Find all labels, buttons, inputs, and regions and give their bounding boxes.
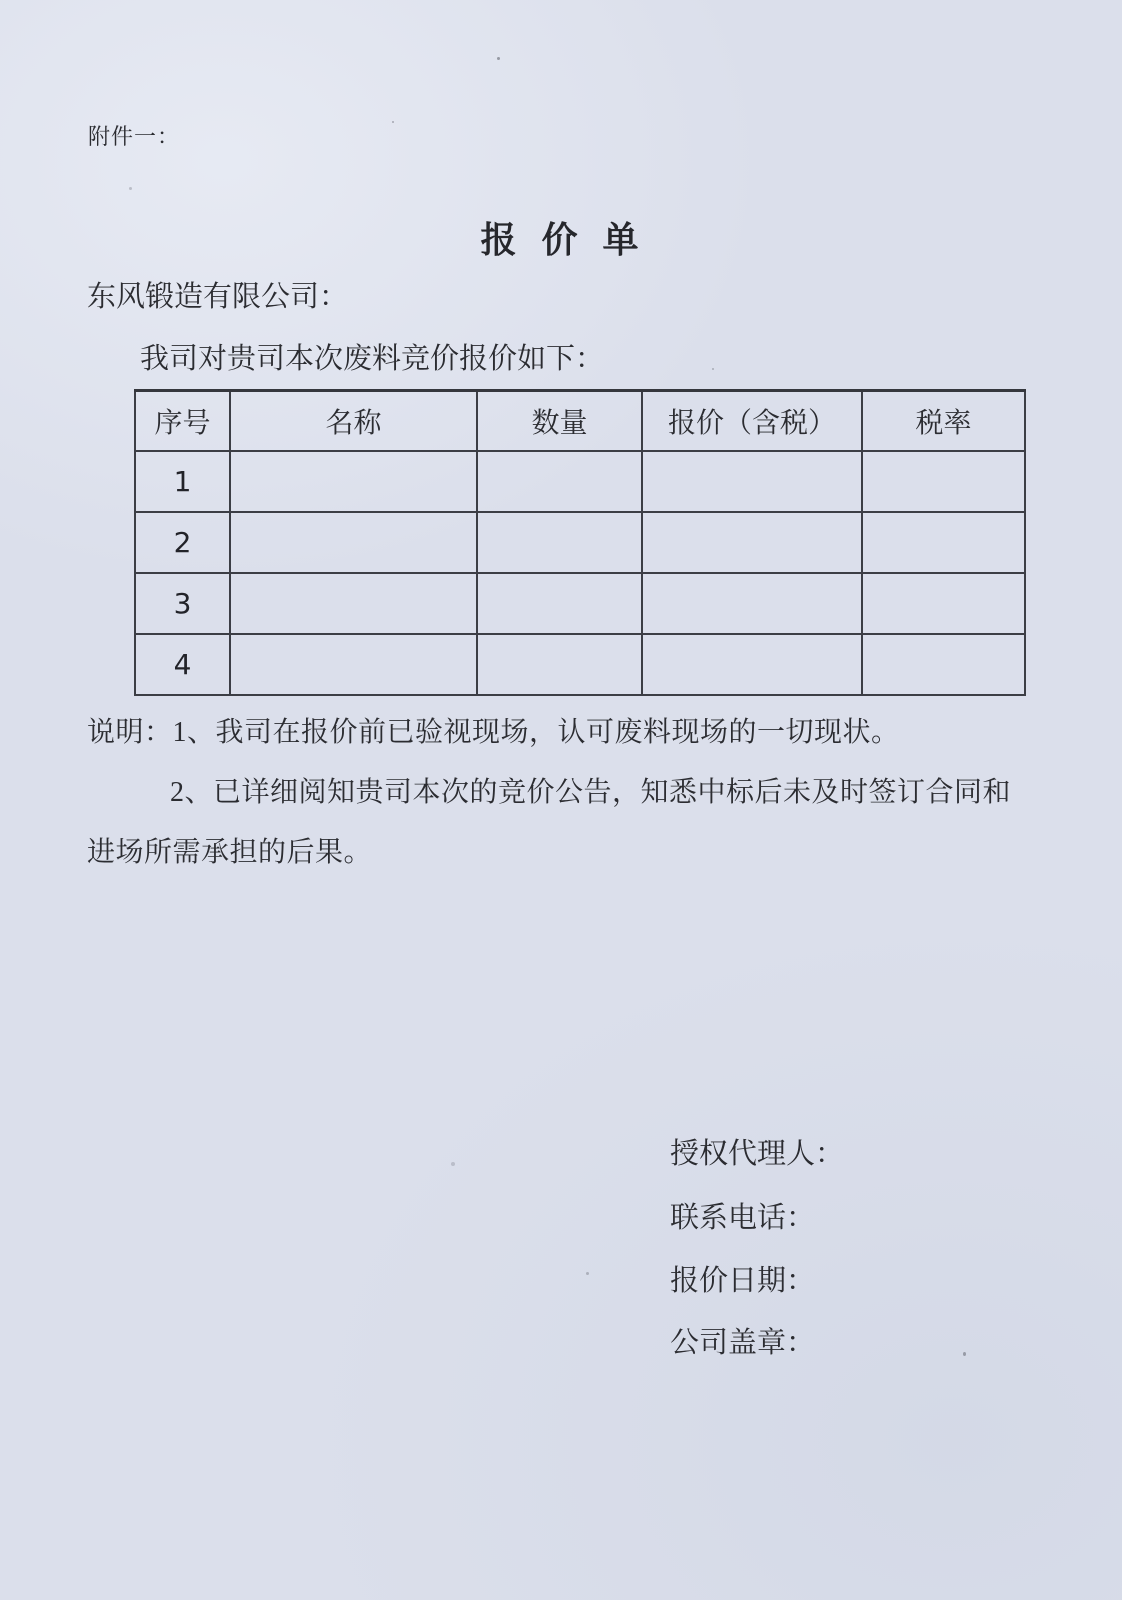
contact-phone-label: 联系电话： bbox=[670, 1202, 816, 1234]
table-header-row bbox=[135, 391, 1025, 452]
scan-speck bbox=[586, 1272, 589, 1275]
recipient-line: 东风锻造有限公司： bbox=[87, 281, 349, 313]
notes-line-1: 说明：1、我司在报价前已验视现场，认可废料现场的一切现状。 bbox=[87, 717, 900, 748]
table-header-price: 报价（含税） bbox=[642, 391, 862, 452]
price-cell-empty bbox=[642, 451, 862, 512]
table-header-tax-rate: 税率 bbox=[862, 391, 1025, 452]
row-number-cell: 4 bbox=[135, 634, 230, 695]
name-cell-empty bbox=[230, 573, 477, 634]
scan-speck bbox=[392, 121, 394, 123]
table-row bbox=[135, 512, 1025, 573]
scan-speck bbox=[963, 1352, 966, 1356]
table-row bbox=[135, 634, 1025, 695]
name-cell-empty bbox=[230, 512, 477, 573]
scan-speck bbox=[451, 1162, 455, 1166]
quote-date-label: 报价日期： bbox=[670, 1265, 816, 1297]
notes-line-2: 2、已详细阅知贵司本次的竞价公告，知悉中标后未及时签订合同和 bbox=[170, 777, 1012, 808]
scan-speck bbox=[712, 368, 714, 370]
authorized-agent-label: 授权代理人： bbox=[670, 1138, 845, 1170]
page-title: 报 价 单 bbox=[480, 220, 642, 260]
tax-rate-cell-empty bbox=[862, 573, 1025, 634]
scan-speck bbox=[497, 57, 500, 60]
row-number-cell: 2 bbox=[135, 512, 230, 573]
quantity-cell-empty bbox=[477, 634, 642, 695]
quantity-cell-empty bbox=[477, 573, 642, 634]
price-cell-empty bbox=[642, 634, 862, 695]
name-cell-empty bbox=[230, 451, 477, 512]
scan-speck bbox=[129, 187, 132, 190]
table-row bbox=[135, 573, 1025, 634]
quantity-cell-empty bbox=[477, 451, 642, 512]
price-cell-empty bbox=[642, 512, 862, 573]
intro-line: 我司对贵司本次废料竞价报价如下： bbox=[140, 343, 605, 375]
name-cell-empty bbox=[230, 634, 477, 695]
row-number-cell: 1 bbox=[135, 451, 230, 512]
notes-line-3: 进场所需承担的后果。 bbox=[87, 837, 373, 868]
row-number-cell: 3 bbox=[135, 573, 230, 634]
company-seal-label: 公司盖章： bbox=[670, 1327, 816, 1359]
table-header-quantity: 数量 bbox=[477, 391, 642, 452]
quantity-cell-empty bbox=[477, 512, 642, 573]
price-cell-empty bbox=[642, 573, 862, 634]
attachment-label: 附件一： bbox=[88, 124, 181, 149]
table-header-serial: 序号 bbox=[135, 391, 230, 452]
table-header-name: 名称 bbox=[230, 391, 477, 452]
table-row bbox=[135, 451, 1025, 512]
tax-rate-cell-empty bbox=[862, 451, 1025, 512]
tax-rate-cell-empty bbox=[862, 634, 1025, 695]
quotation-table bbox=[134, 389, 1026, 696]
tax-rate-cell-empty bbox=[862, 512, 1025, 573]
